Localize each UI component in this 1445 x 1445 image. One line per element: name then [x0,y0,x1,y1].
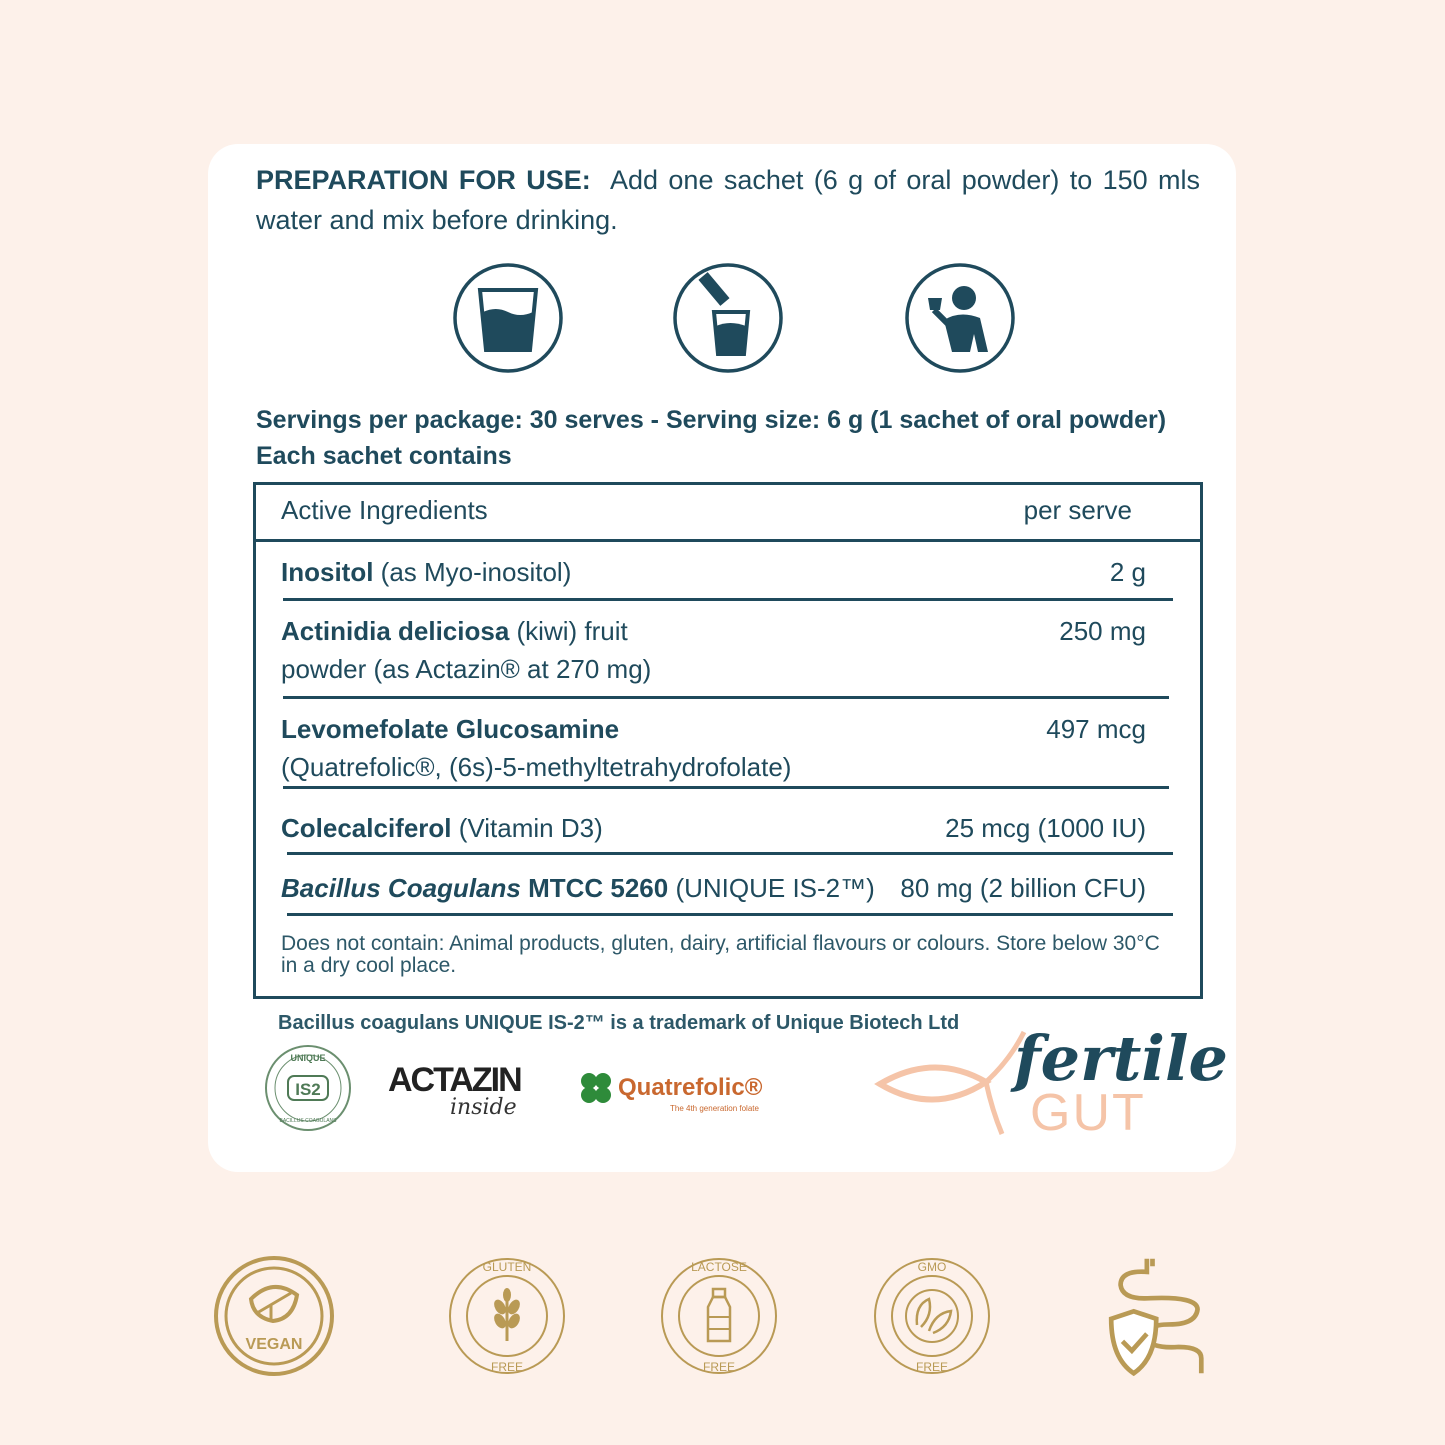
row-divider [283,696,1169,699]
row-divider [283,598,1173,601]
header-per-serve: per serve [1023,495,1132,525]
table-row: Levomefolate Glucosamine (Quatrefolic®, (6s)-5-methyltetrahydrofolate) 497 mcg [281,714,1146,782]
svg-text:FREE: FREE [915,1360,949,1374]
preparation-steps [208,262,1236,374]
svg-text:VEGAN: VEGAN [245,1336,303,1353]
table-row: Colecalciferol (Vitamin D3) 25 mcg (1000 IU) [281,813,1146,843]
leaf-swirl-icon [874,1024,1034,1144]
leaves-icon [906,1290,958,1342]
svg-text:UNIQUE: UNIQUE [290,1053,326,1063]
sachet-pour-icon [672,262,784,374]
person-drinking-icon [904,262,1016,374]
table-header [256,485,1200,542]
svg-text:FREE: FREE [702,1360,736,1374]
row-divider [287,913,1173,916]
gut-shield-icon [1100,1255,1220,1377]
wheat-icon [492,1288,523,1341]
ingredients-table [253,482,1203,999]
bottle-icon [708,1289,730,1341]
svg-text:GMO: GMO [917,1260,947,1274]
header-ingredients: Active Ingredients [281,495,488,525]
preparation-text: PREPARATION FOR USE: Add one sachet (6 g of oral powder) to 150 mls water and mix before drinking. [256,165,1200,235]
svg-text:GLUTEN: GLUTEN [482,1260,532,1274]
label-card: PREPARATION FOR USE: Add one sachet (6 g of oral powder) to 150 mls water and mix before drinking. Servings per package: 30 serves - Serving size: 6 g (1 sachet of oral powder) Each sachet contains Active Ingredients per serve Inositol (as Myo-inositol) 2 g Actinidia deliciosa (kiwi) fruit powder (as Actazin® at 270 mg) 250 mg Levomefolate Glucosamine (Quatrefolic®, (6s)-5-methyltetrahydrofolate) 497 mcg Colecalciferol (Vitamin D3) 25 mcg (1000 IU) Bacillus Coagulans MTCC 5260 (UNIQUE IS-2™) 80 mg (2 billion CFU) Does not contain: Animal products, gluten, dairy, artificial flavours or colours. Store below 30°C in a dry cool place. Bacillus coagulans UNIQUE IS-2™ is a trademark of Unique Biotech Ltd UNIQUE IS2 BACILLUS COAGULANS ACTAZIN inside Quatrefolic® The 4th generation folate fertile GUT [208,144,1236,1172]
lactose-free-badge [658,1255,780,1377]
unique-is2-logo [260,1042,356,1134]
storage-note: Does not contain: Animal products, gluten, dairy, artificial flavours or colours. Store below 30°C in a dry cool place. [281,932,1160,977]
actazin-logo: ACTAZIN inside [388,1061,521,1120]
table-row: Inositol (as Myo-inositol) 2 g [281,557,1146,587]
fertile-gut-logo: fertile GUT [874,1024,1204,1144]
svg-text:BACILLUS COAGULANS: BACILLUS COAGULANS [279,1118,337,1124]
svg-text:LACTOSE: LACTOSE [691,1260,747,1274]
svg-text:FREE: FREE [490,1360,524,1374]
svg-text:IS2: IS2 [295,1080,321,1099]
vegan-leaf-icon [213,1255,335,1377]
row-divider [283,786,1169,789]
trademark-note: Bacillus coagulans UNIQUE IS-2™ is a trademark of Unique Biotech Ltd [278,1012,960,1034]
table-row: Bacillus Coagulans MTCC 5260 (UNIQUE IS-2™) 80 mg (2 billion CFU) [281,873,1146,903]
servings-line: Servings per package: 30 serves - Serving size: 6 g (1 sachet of oral powder) [256,406,1167,434]
table-row: Actinidia deliciosa (kiwi) fruit powder (as Actazin® at 270 mg) 250 mg [281,616,1146,684]
water-glass-icon [452,262,564,374]
servings-info [256,402,1166,474]
gmo-free-badge [871,1255,993,1377]
each-sachet-line: Each sachet contains [256,442,512,470]
row-divider [287,852,1173,855]
clover-icon [576,1068,616,1108]
gluten-free-badge [446,1255,568,1377]
